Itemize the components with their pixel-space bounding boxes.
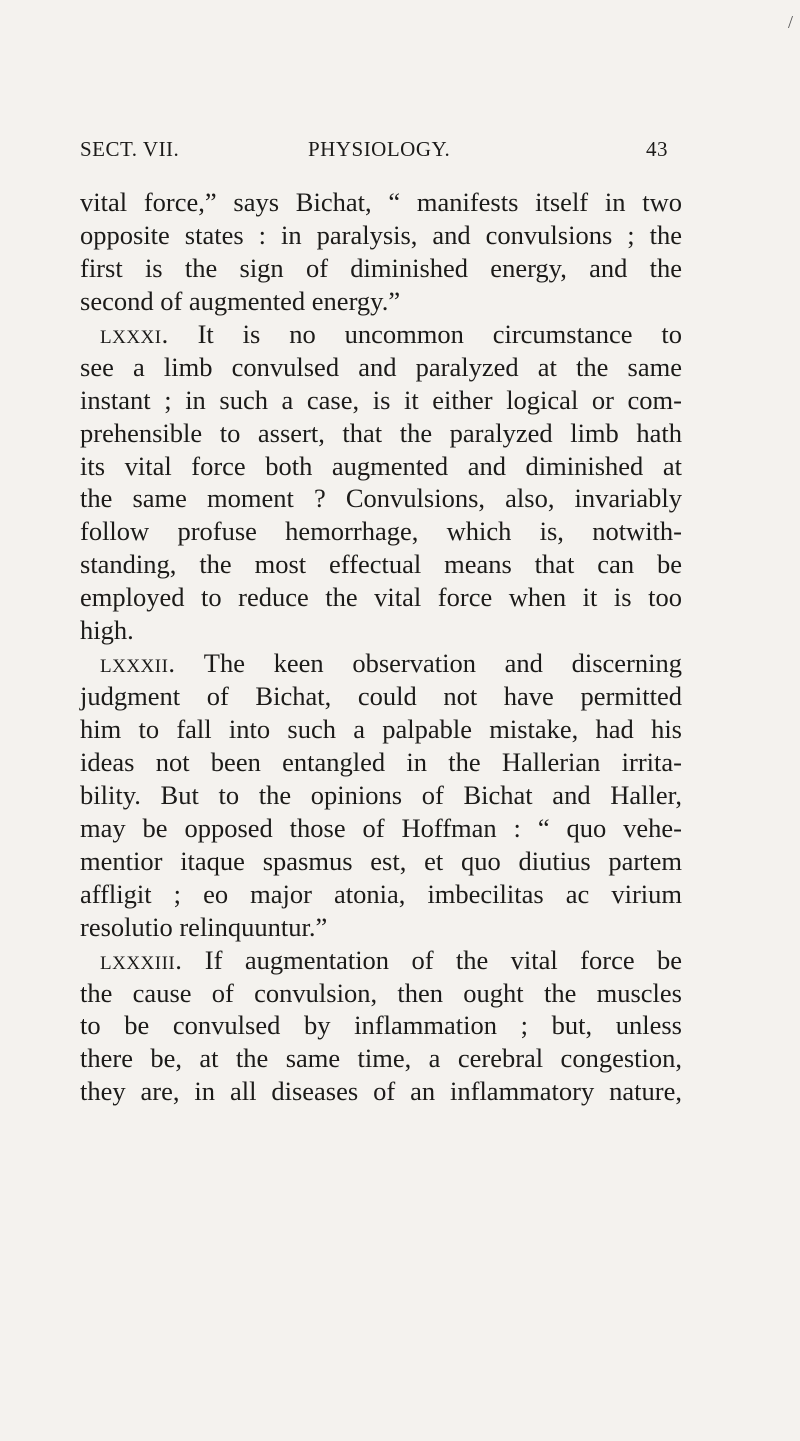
text-line: vital force,” says Bichat, “ manifests itself in two bbox=[80, 187, 682, 217]
section-label: SECT. VII. bbox=[80, 137, 180, 161]
text-line: prehensible to assert, that the paralyzed limb hath bbox=[80, 417, 682, 448]
text-run: If augmentation of the vital force be bbox=[182, 944, 682, 975]
text-line: instant ; in such a case, is it either logical or com- bbox=[80, 384, 682, 415]
text-line: standing, the most effectual means that can be bbox=[80, 549, 682, 580]
text-line: the same moment ? Convulsions, also, invariably bbox=[80, 483, 682, 514]
text-line: judgment of Bichat, could not have permitted bbox=[80, 681, 682, 712]
text-line bbox=[80, 318, 682, 351]
text-line: employed to reduce the vital force when it is too bbox=[80, 582, 682, 613]
text-line: bility. But to the opinions of Bichat and Haller, bbox=[80, 779, 682, 810]
text-line: there be, at the same time, a cerebral congestion, bbox=[80, 1043, 682, 1074]
text-line: to be convulsed by inflammation ; but, unless bbox=[80, 1010, 682, 1041]
text-line: opposite states : in paralysis, and convulsions ; the bbox=[80, 219, 682, 250]
text-run: It is no uncommon circumstance to bbox=[168, 318, 682, 349]
text-line: mentior itaque spasmus est, et quo diutius partem bbox=[80, 845, 682, 876]
body-text bbox=[80, 186, 682, 1108]
corner-mark: / bbox=[788, 12, 794, 32]
paragraph-numeral: lxxxii. bbox=[100, 648, 176, 679]
text-line: its vital force both augmented and diminished at bbox=[80, 450, 682, 481]
paragraph-numeral: lxxxi. bbox=[100, 318, 169, 349]
text-line bbox=[80, 944, 682, 977]
text-line: high. bbox=[80, 615, 134, 646]
text-line bbox=[80, 647, 682, 680]
text-line: see a limb convulsed and paralyzed at the same bbox=[80, 351, 682, 382]
text-line: ideas not been entangled in the Hallerian irrita- bbox=[80, 746, 682, 777]
text-line: first is the sign of diminished energy, and the bbox=[80, 252, 682, 283]
text-line: resolutio relinquuntur.” bbox=[80, 911, 328, 942]
running-head bbox=[80, 137, 680, 167]
chapter-title: PHYSIOLOGY. bbox=[308, 137, 451, 161]
text-line: second of augmented energy.” bbox=[80, 285, 401, 316]
text-line: follow profuse hemorrhage, which is, notwith- bbox=[80, 516, 682, 547]
text-line: they are, in all diseases of an inflammatory nature, bbox=[80, 1076, 682, 1107]
page-number: 43 bbox=[646, 137, 668, 161]
text-line: the cause of convulsion, then ought the muscles bbox=[80, 977, 682, 1008]
text-line: him to fall into such a palpable mistake, had his bbox=[80, 714, 682, 744]
paragraph-numeral: lxxxiii. bbox=[100, 944, 183, 975]
text-run: The keen observation and discerning bbox=[175, 648, 682, 679]
text-line: affligit ; eo major atonia, imbecilitas ac virium bbox=[80, 878, 682, 909]
text-line: may be opposed those of Hoffman : “ quo vehe- bbox=[80, 812, 682, 843]
